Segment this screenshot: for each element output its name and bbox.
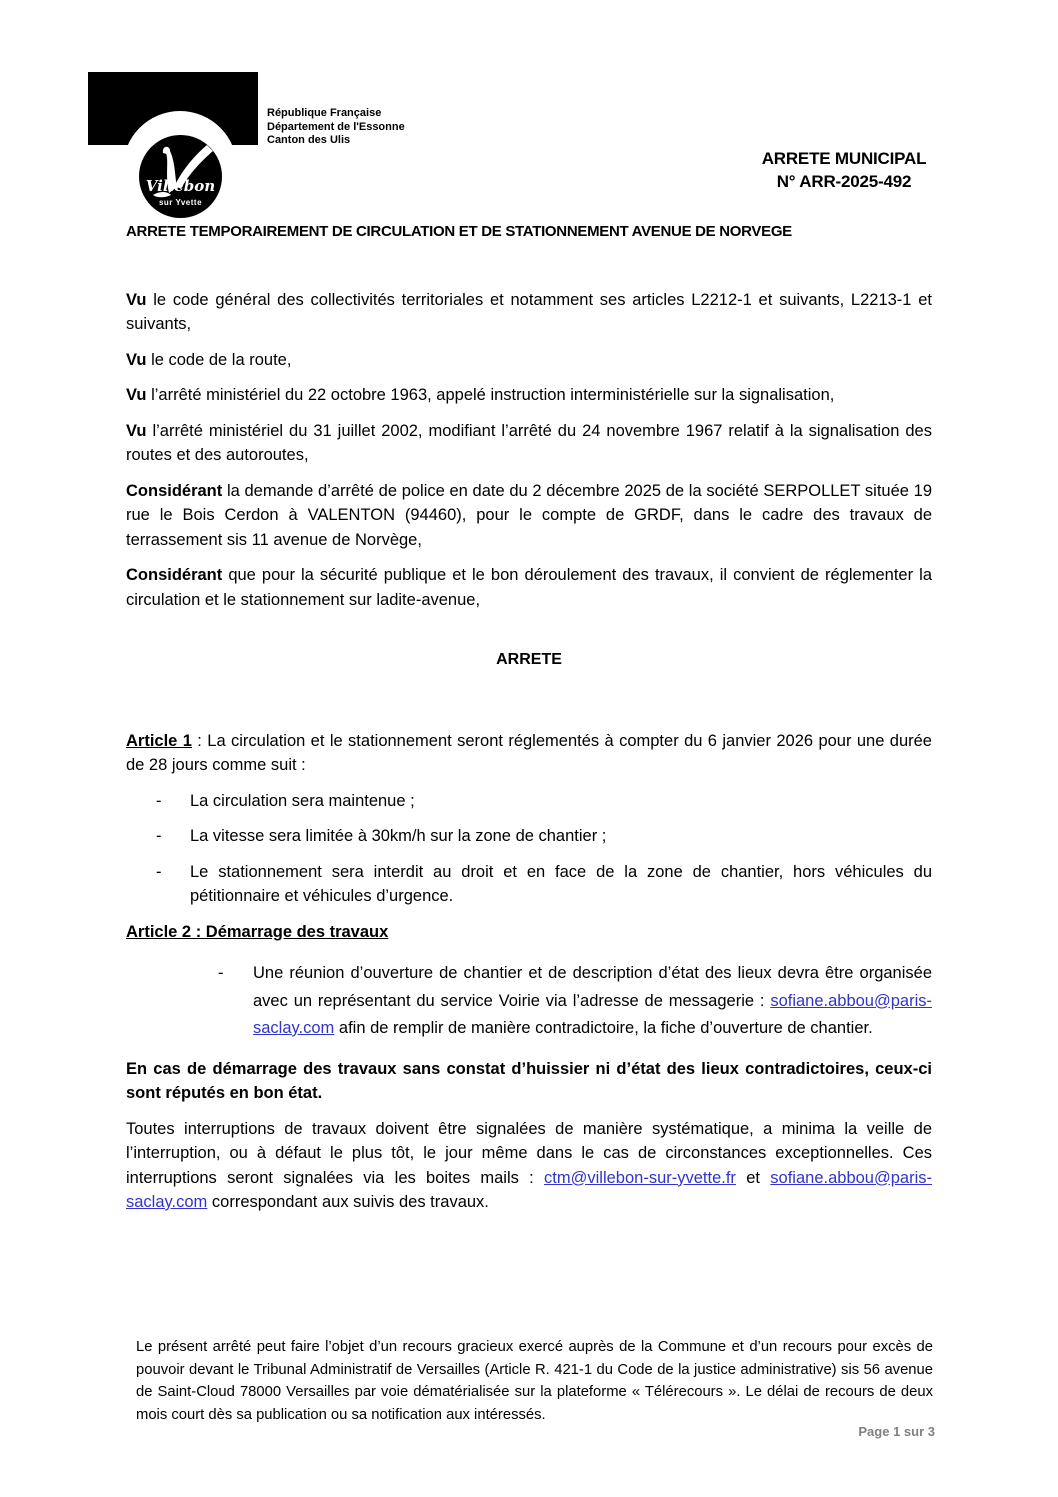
city-logo [88,72,288,222]
paragraph-text: Toutes interruptions de travaux doivent être signalées de manière systématique, a minima la veille de l’interruption, ou à défaut le plus tôt, le jour même dans le cas de circonstances exceptionnelles. Ces interruptions seront signalées via les boites mails : [126,1119,932,1187]
recital-text: le code de la route, [146,350,292,369]
recital-vu-3 [126,383,932,408]
bold-warning-paragraph: En cas de démarrage des travaux sans constat d’huissier ni d’état des lieux contradictoires, ceux-ci sont réputés en bon état. [126,1059,932,1102]
recital-lead: Considérant [126,481,223,500]
arrete-heading: ARRETE [496,651,562,668]
list-item [126,824,932,849]
recital-lead: Considérant [126,566,223,584]
recital-lead: Vu [126,290,147,309]
bullet-text: afin de remplir de manière contradictoire, la fiche d’ouverture de chantier. [334,1019,873,1037]
interruptions-paragraph [126,1117,932,1215]
email-link-sofiane-2[interactable]: sofiane.abbou@paris-saclay.com [126,1168,932,1211]
bullet-dash: - [156,827,162,845]
bullet-text: La circulation sera maintenue ; [190,791,415,810]
list-item [126,789,932,814]
recital-considerant-1 [126,479,932,553]
logo-city-suffix: sur Yvette [158,198,203,207]
document-id-block [760,147,928,193]
bullet-dash: - [156,862,162,881]
recital-vu-1 [126,288,932,337]
republic-line: République Française [267,107,382,119]
article-1-label: Article 1 [126,731,192,750]
bullet-text: La vitesse sera limitée à 30km/h sur la zone de chantier ; [190,827,607,845]
list-item [126,860,932,909]
page-number: Page 1 sur 3 [858,1424,935,1439]
bullet-text: Une réunion d’ouverture de chantier et de description d’état des lieux devra être organisée avec un représentant du service Voirie via l’adresse de messagerie : [253,964,932,1010]
email-link-sofiane[interactable]: sofiane.abbou@paris-saclay.com [253,991,932,1037]
department-line: Département de l'Essonne [267,120,405,133]
article-1-text: La circulation et le stationnement seront réglementés à compter du 6 janvier 2026 pour une durée de 28 jours comme suit : [126,731,932,774]
recital-lead: Vu [126,421,147,440]
article-1-separator: : [191,731,208,750]
recital-text: le code général des collectivités territoriales et notamment ses articles L2212-1 et suivants, L2213-1 et suivants, [126,290,932,333]
article-1-paragraph [126,729,932,778]
recital-text: la demande d’arrêté de police en date du 2 décembre 2025 de la société SERPOLLET située 19 rue le Bois Cerdon à VALENTON (94460), pour le compte de GRDF, dans le cadre des travaux de terrassement sis 11 avenue de Norvège, [126,481,932,549]
document-type: ARRETE MUNICIPAL [761,149,927,168]
email-link-ctm[interactable]: ctm@villebon-sur-yvette.fr [544,1168,736,1187]
bullet-dash: - [156,791,162,810]
article-1-bullet-list [126,789,932,909]
bullet-text: Le stationnement sera interdit au droit et en face de la zone de chantier, hors véhicules du pétitionnaire et véhicules d’urgence. [190,862,932,905]
logo-disc [139,135,222,218]
bullet-dash: - [218,964,224,982]
document-number: N° ARR-2025-492 [776,172,912,191]
paragraph-text: et [735,1168,771,1187]
logo-city-name: Villebon [145,177,216,195]
document-title: ARRETE TEMPORAIREMENT DE CIRCULATION ET DE STATIONNEMENT AVENUE DE NORVEGE [126,223,792,240]
administrative-heading [267,107,405,148]
article-2-bullet [126,960,932,1043]
legal-recourse-notice: Le présent arrêté peut faire l’objet d’un recours gracieux exercé auprès de la Commune et d’un recours pour excès de pouvoir devant le Tribunal Administratif de Versailles (Article R. 421-1 du Code de la justice administrative) sis 56 avenue de Saint-Cloud 78000 Versailles par voie dématérialisée sur la plateforme « Télérecours ». Le délai de recours de deux mois court dès sa publication ou sa notification aux intéressés. [136,1339,933,1423]
document-body [126,220,932,1226]
canton-line: Canton des Ulis [267,134,351,146]
recital-text: l’arrêté ministériel du 31 juillet 2002, modifiant l’arrêté du 24 novembre 1967 relatif à la signalisation des routes et des autoroutes, [126,421,932,464]
article-2-heading: Article 2 : Démarrage des travaux [126,922,389,941]
paragraph-text: correspondant aux suivis des travaux. [207,1193,489,1211]
recital-considerant-2 [126,563,932,612]
recital-text: que pour la sécurité publique et le bon déroulement des travaux, il convient de réglementer la circulation et le stationnement sur ladite-avenue, [126,566,932,609]
logo-wordmark [139,179,222,210]
recital-vu-4 [126,419,932,468]
recital-vu-2 [126,348,932,373]
recital-lead: Vu [126,350,147,369]
recital-text: l’arrêté ministériel du 22 octobre 1963, appelé instruction interministérielle sur la signalisation, [146,386,835,404]
recital-lead: Vu [126,386,147,404]
